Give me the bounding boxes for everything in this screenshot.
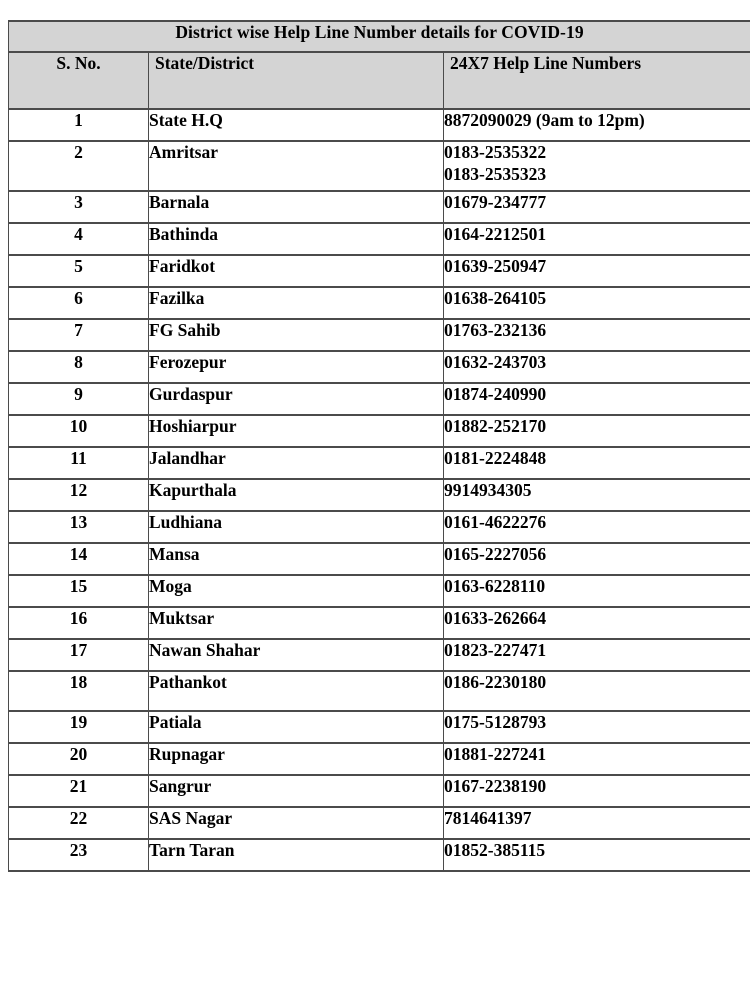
cell-help-line-numbers [444, 575, 750, 607]
table-row [9, 711, 750, 743]
cell-serial-number: 19 [9, 711, 149, 743]
table-row [9, 109, 750, 141]
cell-serial-number: 6 [9, 287, 149, 319]
cell-district-name: Rupnagar [149, 743, 444, 775]
cell-help-line-numbers [444, 191, 750, 223]
table-row [9, 607, 750, 639]
column-header-serial-number: S. No. [9, 52, 149, 109]
title-row [9, 21, 750, 52]
column-header-help-line-numbers: 24X7 Help Line Numbers [444, 52, 750, 109]
cell-serial-number: 18 [9, 671, 149, 711]
help-line-number: 01639-250947 [444, 256, 547, 276]
cell-district-name: Bathinda [149, 223, 444, 255]
table-header [9, 21, 750, 109]
cell-district-name: Ludhiana [149, 511, 444, 543]
cell-help-line-numbers [444, 447, 750, 479]
table-row [9, 415, 750, 447]
cell-help-line-numbers [444, 671, 750, 711]
table-row [9, 639, 750, 671]
cell-help-line-numbers [444, 319, 750, 351]
help-line-number: 9914934305 [444, 480, 532, 500]
cell-help-line-numbers [444, 223, 750, 255]
table-body [9, 109, 750, 871]
helpline-table [8, 20, 750, 872]
cell-district-name: Pathankot [149, 671, 444, 711]
cell-help-line-numbers [444, 711, 750, 743]
column-header-state-district: State/District [149, 52, 444, 109]
table-row [9, 351, 750, 383]
cell-serial-number: 7 [9, 319, 149, 351]
cell-help-line-numbers [444, 141, 750, 191]
cell-serial-number: 20 [9, 743, 149, 775]
cell-district-name: FG Sahib [149, 319, 444, 351]
cell-serial-number: 8 [9, 351, 149, 383]
cell-district-name: Gurdaspur [149, 383, 444, 415]
cell-serial-number: 23 [9, 839, 149, 871]
table-row [9, 287, 750, 319]
cell-district-name: Muktsar [149, 607, 444, 639]
table-row [9, 319, 750, 351]
cell-help-line-numbers [444, 479, 750, 511]
cell-serial-number: 4 [9, 223, 149, 255]
help-line-number: 01633-262664 [444, 608, 547, 628]
cell-serial-number: 22 [9, 807, 149, 839]
help-line-number: 7814641397 [444, 808, 532, 828]
cell-help-line-numbers [444, 743, 750, 775]
table-row [9, 255, 750, 287]
cell-help-line-numbers [444, 807, 750, 839]
cell-district-name: State H.Q [149, 109, 444, 141]
table-row [9, 839, 750, 871]
table-row [9, 383, 750, 415]
cell-help-line-numbers [444, 415, 750, 447]
cell-serial-number: 12 [9, 479, 149, 511]
help-line-number: 0164-2212501 [444, 224, 547, 244]
cell-serial-number: 2 [9, 141, 149, 191]
table-row [9, 191, 750, 223]
cell-district-name: Hoshiarpur [149, 415, 444, 447]
help-line-number: 01632-243703 [444, 352, 547, 372]
help-line-number: 0167-2238190 [444, 776, 547, 796]
cell-help-line-numbers [444, 511, 750, 543]
help-line-number: 01638-264105 [444, 288, 547, 308]
column-header-row [9, 52, 750, 109]
table-row [9, 479, 750, 511]
cell-help-line-numbers [444, 255, 750, 287]
document-title: District wise Help Line Number details for COVID-19 [9, 21, 750, 52]
cell-district-name: Amritsar [149, 141, 444, 191]
cell-serial-number: 16 [9, 607, 149, 639]
cell-district-name: Jalandhar [149, 447, 444, 479]
help-line-number: 01823-227471 [444, 640, 547, 660]
table-row [9, 511, 750, 543]
help-line-number: 0161-4622276 [444, 512, 547, 532]
table-row [9, 671, 750, 711]
help-line-number: 0181-2224848 [444, 448, 547, 468]
cell-district-name: Ferozepur [149, 351, 444, 383]
cell-help-line-numbers [444, 775, 750, 807]
table-row [9, 743, 750, 775]
help-line-number: 0165-2227056 [444, 544, 547, 564]
cell-district-name: Nawan Shahar [149, 639, 444, 671]
cell-district-name: Faridkot [149, 255, 444, 287]
cell-district-name: Fazilka [149, 287, 444, 319]
table-row [9, 447, 750, 479]
cell-serial-number: 14 [9, 543, 149, 575]
help-line-number: 0186-2230180 [444, 672, 547, 692]
help-line-number: 0163-6228110 [444, 576, 546, 596]
cell-district-name: Sangrur [149, 775, 444, 807]
help-line-number: 01881-227241 [444, 744, 547, 764]
help-line-number: 01874-240990 [444, 384, 547, 404]
cell-help-line-numbers [444, 607, 750, 639]
table-row [9, 575, 750, 607]
cell-serial-number: 17 [9, 639, 149, 671]
cell-help-line-numbers [444, 109, 750, 141]
cell-help-line-numbers [444, 639, 750, 671]
help-line-number: 01763-232136 [444, 320, 547, 340]
cell-district-name: Moga [149, 575, 444, 607]
cell-serial-number: 10 [9, 415, 149, 447]
table-row [9, 223, 750, 255]
cell-district-name: Barnala [149, 191, 444, 223]
cell-district-name: Mansa [149, 543, 444, 575]
cell-district-name: Tarn Taran [149, 839, 444, 871]
cell-district-name: Patiala [149, 711, 444, 743]
cell-serial-number: 1 [9, 109, 149, 141]
help-line-number: 01882-252170 [444, 416, 547, 436]
cell-serial-number: 15 [9, 575, 149, 607]
help-line-number: 01852-385115 [444, 840, 546, 860]
cell-help-line-numbers [444, 287, 750, 319]
cell-help-line-numbers [444, 839, 750, 871]
cell-serial-number: 21 [9, 775, 149, 807]
table-row [9, 141, 750, 191]
cell-serial-number: 3 [9, 191, 149, 223]
help-line-number: 0175-5128793 [444, 712, 547, 732]
table-row [9, 543, 750, 575]
help-line-number: 0183-2535322 [444, 142, 547, 162]
cell-district-name: Kapurthala [149, 479, 444, 511]
cell-help-line-numbers [444, 383, 750, 415]
cell-help-line-numbers [444, 543, 750, 575]
cell-serial-number: 13 [9, 511, 149, 543]
cell-help-line-numbers [444, 351, 750, 383]
help-line-number: 8872090029 (9am to 12pm) [444, 110, 645, 130]
cell-serial-number: 5 [9, 255, 149, 287]
cell-district-name: SAS Nagar [149, 807, 444, 839]
table-row [9, 807, 750, 839]
help-line-number: 0183-2535323 [444, 164, 547, 184]
help-line-number: 01679-234777 [444, 192, 547, 212]
cell-serial-number: 11 [9, 447, 149, 479]
cell-serial-number: 9 [9, 383, 149, 415]
table-row [9, 775, 750, 807]
